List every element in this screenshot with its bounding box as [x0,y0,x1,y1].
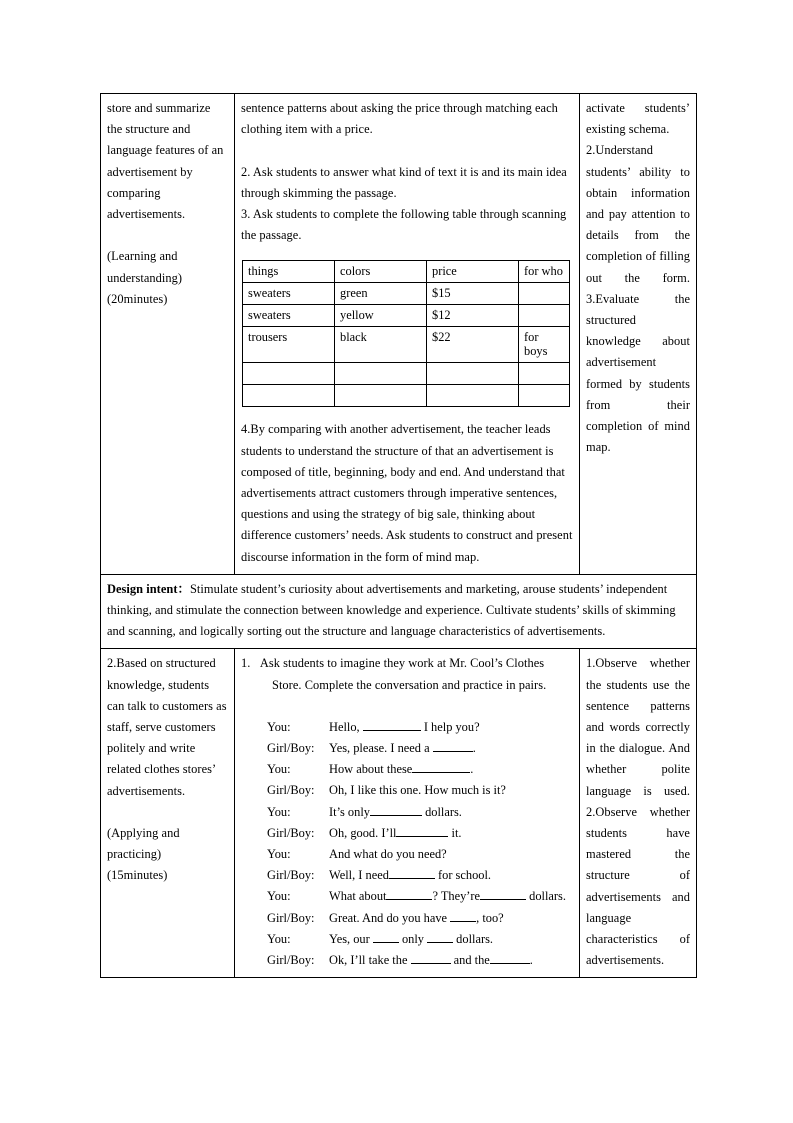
duration-label: (20minutes) [107,291,168,306]
dialogue-line [267,950,573,971]
dialogue-text: dollars. [526,889,566,904]
cell-for-who [519,283,570,305]
dialogue-line [267,717,573,738]
dialogue-text: for school. [434,868,491,883]
dialogue-text: Ok, I’ll take the [329,953,411,968]
dialogue-text: And what do you need? [329,847,447,862]
dialogue-text: only [398,931,428,946]
procedure-para-3: 3. Ask students to complete the following table through scanning the passage. [241,207,567,243]
dialogue-text: Hello, [329,719,363,734]
cell-procedure-2 [235,649,580,978]
procedure-text-3 [241,653,573,695]
objectives-text-2 [107,653,228,886]
table-row-activity-1 [101,94,697,575]
dialogue-text: it. [448,825,462,840]
column-header-colors: colors [335,261,427,283]
dialogue-text: Yes, our [329,931,373,946]
cell-things: sweaters [243,305,335,327]
procedure-text-1 [241,98,573,246]
dialogue-text: ? They’re [432,889,481,904]
task-number: 1. [241,656,251,671]
cell-colors: black [335,327,427,363]
dialogue-text: Yes, please. I need a [329,741,433,756]
task-text: Ask students to imagine they work at Mr. Cool’s Clothes Store. Complete the conversation and practice in pairs. [259,656,547,692]
answer-blank[interactable] [373,942,399,943]
cell-price [427,363,519,385]
objective-paragraph: store and summarize the structure and language features of an advertisement by comparing advertisements. [107,101,224,222]
cell-procedure-1 [235,94,580,575]
evaluation-para-1: 1.Observe whether the students use the sentence patterns and words correctly in the dialogue. And whether polite language is used. [586,656,690,798]
dialogue-speaker: Girl/Boy: [267,868,315,883]
dialogue-speaker: You: [267,719,291,734]
procedure-para-1: sentence patterns about asking the price through matching each clothing item with a price. [241,101,558,137]
design-intent-paragraph [107,579,690,643]
cell-colors: green [335,283,427,305]
dialogue-text: How about these [329,762,413,777]
clothing-info-table [242,260,570,407]
evaluation-para-2: 2.Understand students’ ability to obtain information and pay attention to details from the completion of filling out the form. [586,143,690,285]
column-header-for-who: for who [519,261,570,283]
dialogue-text: Oh, good. I’ll [329,825,397,840]
table-row [243,283,570,305]
cell-things [243,385,335,407]
spacer [107,225,228,246]
answer-blank[interactable] [427,942,453,943]
design-intent-label: Design intent： [107,581,190,596]
table-row [243,363,570,385]
duration-label: (15minutes) [107,868,168,883]
evaluation-text-2 [586,653,690,971]
stage-label: (Learning and understanding) [107,249,183,285]
objectives-text-1 [107,98,228,310]
cell-for-who: for boys [519,327,570,363]
dialogue-text: dollars. [421,804,462,819]
dialogue-line [267,780,573,801]
procedure-text-2 [241,419,573,567]
answer-blank[interactable] [363,730,421,731]
lesson-plan-table [100,93,697,978]
dialogue-text: , too? [476,910,504,925]
cell-price: $22 [427,327,519,363]
dialogue-text: What about [329,889,387,904]
table-row [243,305,570,327]
procedure-para-4: 4.By comparing with another advertisement, the teacher leads students to understand the structure of that an advertisement is composed of title, beginning, body and end. And understand that advertisements attract customers through imperative sentences, questions and using the strategy of big sale, thinking about difference customers’ needs. Ask students to construct and present discourse information in the form of mind map. [241,422,573,564]
stage-label: (Applying and practicing) [107,826,180,862]
cell-price: $15 [427,283,519,305]
dialogue-speaker: Girl/Boy: [267,910,315,925]
cell-for-who [519,385,570,407]
dialogue-text: Well, I need [329,868,389,883]
dialogue-speaker: You: [267,931,291,946]
dialogue-line [267,929,573,950]
table-header-row [243,261,570,283]
dialogue-text: and the [450,953,490,968]
table-row-design-intent [101,574,697,649]
answer-blank[interactable] [396,836,448,837]
answer-blank[interactable] [412,772,470,773]
cell-design-intent [101,574,697,649]
objective-paragraph: 2.Based on structured knowledge, students can talk to customers as staff, serve customers politely and write related clothes stores’ advertisements. [107,656,227,798]
clothing-info-table-wrapper [241,260,573,407]
dialogue-text: . [472,741,476,756]
dialogue-line [267,844,573,865]
cell-colors [335,363,427,385]
cell-colors: yellow [335,305,427,327]
dialogue-text: Oh, I like this one. How much is it? [329,783,506,798]
answer-blank[interactable] [433,751,473,752]
table-row [243,327,570,363]
dialogue-text: It’s only [329,804,370,819]
spacer [107,802,228,823]
dialogue-text: Great. And do you have [329,910,451,925]
dialogue-line [267,759,573,780]
dialogue-line [267,802,573,823]
answer-blank[interactable] [411,963,451,964]
task-item [241,653,573,695]
column-header-price: price [427,261,519,283]
dialogue-speaker: Girl/Boy: [267,953,315,968]
answer-blank[interactable] [370,815,422,816]
column-header-things: things [243,261,335,283]
dialogue-line [267,865,573,886]
cell-for-who [519,363,570,385]
spacer [241,140,573,161]
dialogue-line [267,823,573,844]
evaluation-para-2: 2.Observe whether students have mastered the structure of advertisements and language characteristics of advertisements. [586,804,690,968]
dialogue-speaker: Girl/Boy: [267,783,315,798]
table-row [243,385,570,407]
dialogue-text: dollars. [453,931,493,946]
answer-blank[interactable] [490,963,530,964]
design-intent-text [107,579,690,643]
dialogue-speaker: You: [267,804,291,819]
dialogue-block [241,717,573,971]
dialogue-speaker: Girl/Boy: [267,825,315,840]
cell-price: $12 [427,305,519,327]
dialogue-speaker: You: [267,889,291,904]
answer-blank[interactable] [480,899,526,900]
answer-blank[interactable] [450,921,476,922]
evaluation-para-1: activate students’ existing schema. [586,101,690,137]
cell-objectives-1 [101,94,235,575]
cell-objectives-2 [101,649,235,978]
evaluation-para-3: 3.Evaluate the structured knowledge about advertisement formed by students from their completion of mind map. [586,291,690,455]
dialogue-speaker: Girl/Boy: [267,741,315,756]
dialogue-speaker: You: [267,762,291,777]
dialogue-text: I help you? [420,719,480,734]
cell-evaluation-1 [580,94,697,575]
cell-things: trousers [243,327,335,363]
dialogue-line [267,738,573,759]
answer-blank[interactable] [389,878,435,879]
cell-things: sweaters [243,283,335,305]
table-row-activity-2 [101,649,697,978]
cell-price [427,385,519,407]
cell-for-who [519,305,570,327]
cell-evaluation-2 [580,649,697,978]
dialogue-speaker: You: [267,847,291,862]
dialogue-line [267,886,573,907]
cell-things [243,363,335,385]
dialogue-text: . [470,762,474,777]
dialogue-line [267,908,573,929]
evaluation-text-1 [586,98,690,458]
procedure-para-2: 2. Ask students to answer what kind of text it is and its main idea through skimming the passage. [241,164,567,200]
dialogue-text: . [529,953,533,968]
design-intent-body: Stimulate student’s curiosity about advertisements and marketing, arouse students’ independent thinking, and stimulate the connection between knowledge and experience. Cultivate students’ skills of skimming and scanning, and logically sorting out the structure and language characteristics of advertisements. [107,581,676,639]
answer-blank[interactable] [386,899,432,900]
cell-colors [335,385,427,407]
